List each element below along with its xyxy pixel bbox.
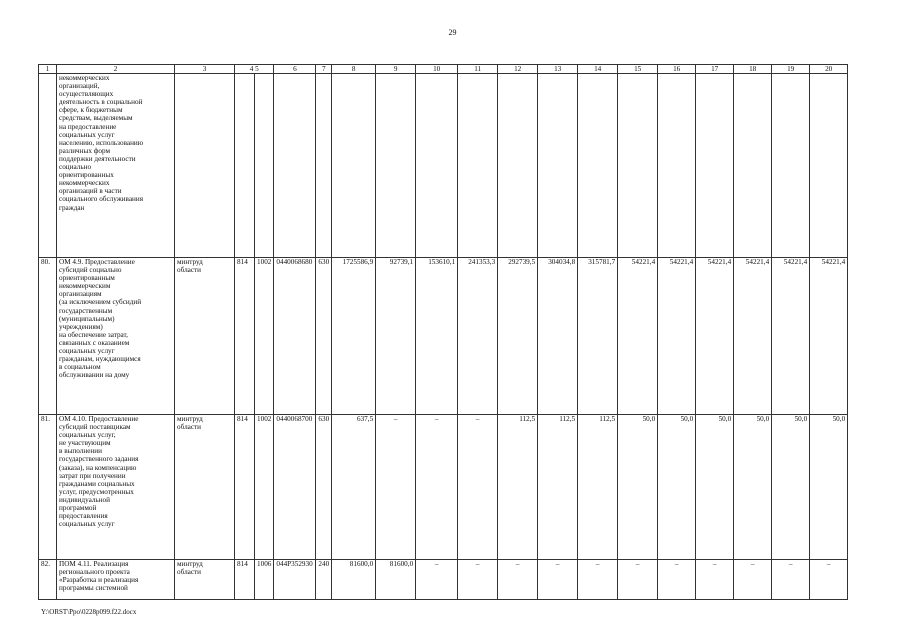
code-target-article: 044P352930	[274, 560, 316, 600]
table-row	[39, 74, 848, 258]
funding-value: 54221,4	[618, 258, 658, 415]
budget-table	[38, 64, 848, 600]
header-cell: 9	[376, 65, 416, 74]
header-cell: 10	[416, 65, 458, 74]
funding-value: –	[416, 415, 458, 560]
header-cell: 13	[538, 65, 578, 74]
funding-value: 50,0	[658, 415, 696, 560]
funding-value: 54221,4	[772, 258, 810, 415]
funding-value: –	[618, 560, 658, 600]
measure-name: некоммерческих организаций, осуществляющих деятельность в социальной сфере, к бюджетным средствам, выделяемым на предоставление социальных услуг населению, использованию различных форм поддержки деятельности социально ориентированных некоммерческих организаций в части социального обслуживания граждан	[57, 74, 175, 258]
funding-value: 112,5	[538, 415, 578, 560]
page-number: 29	[448, 28, 457, 37]
code-section: 1006	[255, 560, 274, 600]
funding-value: 50,0	[734, 415, 772, 560]
code-grbs: 814	[235, 560, 255, 600]
code-target-article: 0440068680	[274, 258, 316, 415]
funding-value: –	[658, 560, 696, 600]
funding-value: 304034,8	[538, 258, 578, 415]
funding-value: 1725586,9	[332, 258, 376, 415]
funding-value	[578, 74, 618, 258]
code-target-article: 0440068700	[274, 415, 316, 560]
header-cell: 18	[734, 65, 772, 74]
funding-value: 315781,7	[578, 258, 618, 415]
code-expense-type	[316, 74, 332, 258]
funding-value	[658, 74, 696, 258]
header-cell: 11	[458, 65, 498, 74]
funding-value: –	[734, 560, 772, 600]
funding-value	[538, 74, 578, 258]
funding-value: –	[458, 415, 498, 560]
header-cell: 17	[696, 65, 734, 74]
measure-name: ОМ 4.10. Предоставление субсидий поставщикам социальных услуг, не участвующим в выполнении государственного задания (заказа), на компенсацию затрат при получении гражданами социальных услуг, предусмотренных индивидуальной программой предоставления социальных услуг	[57, 415, 175, 560]
table-row	[39, 258, 848, 415]
table-row	[39, 560, 848, 600]
header-cell: 7	[316, 65, 332, 74]
funding-value	[734, 74, 772, 258]
funding-value	[696, 74, 734, 258]
funding-value: 50,0	[772, 415, 810, 560]
funding-value: 292739,5	[498, 258, 538, 415]
row-number	[39, 74, 57, 258]
executor: минтруд области	[175, 560, 235, 600]
code-target-article	[274, 74, 316, 258]
code-grbs: 814	[235, 415, 255, 560]
header-cell: 19	[772, 65, 810, 74]
code-section	[255, 74, 274, 258]
header-cell: 16	[658, 65, 696, 74]
header-row	[39, 65, 848, 74]
funding-value: 153610,1	[416, 258, 458, 415]
funding-value: 50,0	[696, 415, 734, 560]
executor: минтруд области	[175, 415, 235, 560]
code-expense-type: 630	[316, 415, 332, 560]
code-grbs	[235, 74, 255, 258]
funding-value: 637,5	[332, 415, 376, 560]
funding-value: –	[458, 560, 498, 600]
funding-value: –	[416, 560, 458, 600]
funding-value	[498, 74, 538, 258]
header-cell: 15	[618, 65, 658, 74]
funding-value: 112,5	[498, 415, 538, 560]
executor	[175, 74, 235, 258]
executor: минтруд области	[175, 258, 235, 415]
funding-value: 54221,4	[696, 258, 734, 415]
funding-value	[618, 74, 658, 258]
funding-value: –	[376, 415, 416, 560]
header-cell: 6	[274, 65, 316, 74]
funding-value: –	[772, 560, 810, 600]
funding-value: 50,0	[810, 415, 848, 560]
funding-value: –	[696, 560, 734, 600]
funding-value: 54221,4	[658, 258, 696, 415]
code-section: 1002	[255, 415, 274, 560]
row-number: 80.	[39, 258, 57, 415]
funding-value: –	[578, 560, 618, 600]
funding-value: 50,0	[618, 415, 658, 560]
funding-value: –	[538, 560, 578, 600]
funding-value	[810, 74, 848, 258]
funding-value	[376, 74, 416, 258]
row-number: 81.	[39, 415, 57, 560]
measure-name: ПОМ 4.11. Реализация регионального проекта «Разработка и реализация программы системной	[57, 560, 175, 600]
header-cell: 4 5	[235, 65, 274, 74]
funding-value: 81600,0	[376, 560, 416, 600]
header-cell: 1	[39, 65, 57, 74]
funding-value: –	[810, 560, 848, 600]
funding-value	[458, 74, 498, 258]
header-cell: 12	[498, 65, 538, 74]
header-cell: 14	[578, 65, 618, 74]
funding-value: 54221,4	[734, 258, 772, 415]
header-cell: 8	[332, 65, 376, 74]
row-number: 82.	[39, 560, 57, 600]
header-cell: 2	[57, 65, 175, 74]
funding-value	[772, 74, 810, 258]
code-grbs: 814	[235, 258, 255, 415]
code-section: 1002	[255, 258, 274, 415]
measure-name: ОМ 4.9. Предоставление субсидий социально ориентированным некоммерческим организациям (за исключением субсидий государственным (муниципальным) учреждениям) на обеспечение затрат, связанных с оказанием социальных услуг гражданам, нуждающимся в социальном обслуживании на дому	[57, 258, 175, 415]
funding-value: 81600,0	[332, 560, 376, 600]
funding-value: –	[498, 560, 538, 600]
funding-value: 54221,4	[810, 258, 848, 415]
code-expense-type: 630	[316, 258, 332, 415]
funding-value: 241353,3	[458, 258, 498, 415]
footer-file-path: Y:\ORST\Ppo\0228p099.f22.docx	[41, 608, 137, 616]
header-cell: 3	[175, 65, 235, 74]
table-row	[39, 415, 848, 560]
funding-value	[416, 74, 458, 258]
funding-value: 92739,1	[376, 258, 416, 415]
header-cell: 20	[810, 65, 848, 74]
funding-value: 112,5	[578, 415, 618, 560]
funding-value	[332, 74, 376, 258]
code-expense-type: 240	[316, 560, 332, 600]
